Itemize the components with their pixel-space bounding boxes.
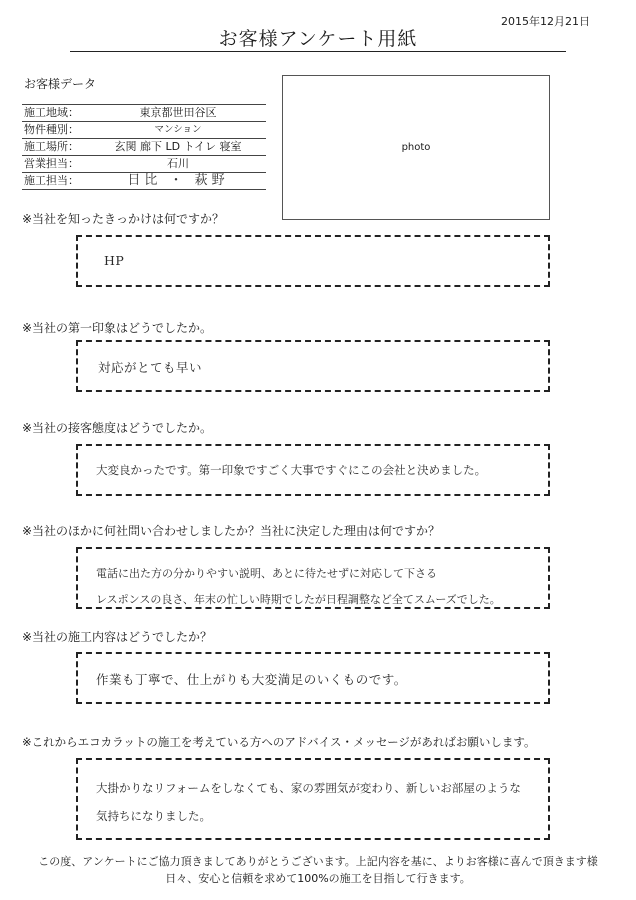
page-title: お客様アンケート用紙 xyxy=(218,28,418,50)
photo-placeholder-label: photo xyxy=(401,142,431,153)
customer-row-installer xyxy=(22,173,266,190)
customer-label: 営業担当： xyxy=(24,157,79,170)
customer-data-heading: お客様データ xyxy=(24,77,97,91)
title-underline xyxy=(70,51,566,52)
survey-date: 2015年12月21日 xyxy=(501,15,590,28)
question-2: ※当社の第一印象はどうでしたか。 xyxy=(22,321,213,335)
customer-label: 施工場所： xyxy=(24,140,79,153)
answer-box-4 xyxy=(76,547,550,609)
answer-line: 作業も丁寧で、仕上がりも大変満足のいくものです。 xyxy=(96,672,407,687)
question-6: ※これからエコカラットの施工を考えている方へのアドバイス・メッセージがあればお願いします。 xyxy=(22,735,536,749)
answer-box-3 xyxy=(76,444,550,496)
answer-line: レスポンスの良さ、年末の忙しい時期でしたが日程調整など全てスムーズでした。 xyxy=(96,593,501,606)
customer-value: マンション xyxy=(154,124,202,135)
customer-value: 玄関 廊下 LD トイレ 寝室 xyxy=(114,140,242,153)
photo-frame xyxy=(282,75,550,220)
answer-line: 大変良かったです。第一印象ですごく大事ですぐにこの会社と決めました。 xyxy=(96,463,487,477)
customer-label: 施工担当： xyxy=(24,174,79,187)
answer-lines xyxy=(96,561,501,613)
answer-line: 気持ちになりました。 xyxy=(96,809,211,823)
answer-box-5 xyxy=(76,652,550,704)
customer-row-property-type xyxy=(22,122,266,139)
customer-row-area xyxy=(22,105,266,122)
answer-lines xyxy=(96,774,521,830)
customer-value-handwritten: 日比 ・ 萩野 xyxy=(127,173,229,188)
customer-row-sales-rep xyxy=(22,156,266,173)
question-1: ※当社を知ったきっかけは何ですか？ xyxy=(22,212,225,226)
footer-line: 日々、安心と信頼を求めて100%の施工を目指して行きます。 xyxy=(165,872,471,885)
customer-value: 東京都世田谷区 xyxy=(139,106,217,119)
customer-label: 施工地域： xyxy=(24,106,79,119)
answer-box-1 xyxy=(76,235,550,287)
answer-box-2 xyxy=(76,340,550,392)
answer-line: 電話に出た方の分かりやすい説明、あとに待たせずに対応して下さる xyxy=(96,567,437,580)
customer-data-table xyxy=(22,104,266,190)
customer-value: 石川 xyxy=(167,157,189,170)
answer-box-6 xyxy=(76,758,550,840)
footer-line: この度、アンケートにご協力頂きましてありがとうございます。上記内容を基に、よりお客様に喜んで頂きます様 xyxy=(38,855,598,868)
customer-row-location xyxy=(22,139,266,156)
question-4: ※当社のほかに何社問い合わせしましたか？当社に決定した理由は何ですか？ xyxy=(22,524,441,538)
footer-message xyxy=(0,853,636,887)
answer-line: 対応がとても早い xyxy=(98,360,203,375)
answer-line: 大掛かりなリフォームをしなくても、家の雰囲気が変わり、新しいお部屋のような xyxy=(96,781,521,795)
question-5: ※当社の施工内容はどうでしたか？ xyxy=(22,630,213,644)
question-3: ※当社の接客態度はどうでしたか。 xyxy=(22,421,213,435)
answer-line: HP xyxy=(104,253,125,268)
customer-label: 物件種別： xyxy=(24,123,79,136)
